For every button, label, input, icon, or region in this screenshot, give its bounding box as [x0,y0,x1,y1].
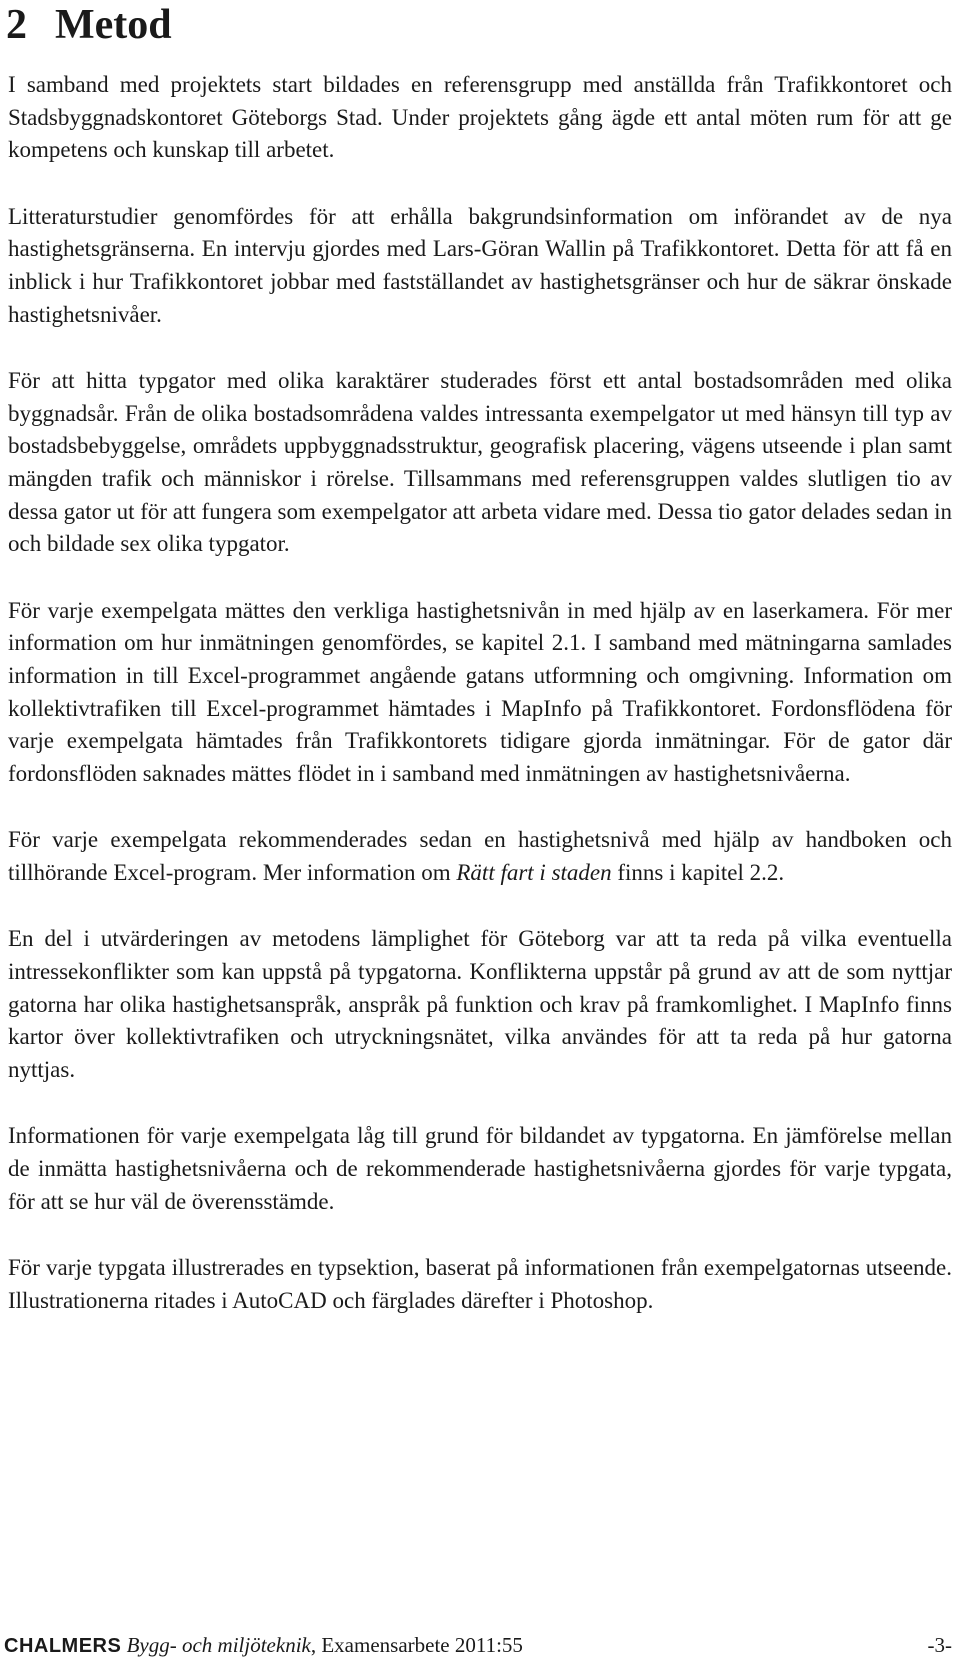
paragraph-speed-measurement: För varje exempelgata mättes den verkliga hastighetsnivån in med hjälp av en laserkamera. För mer information om hur inmätningen genomfördes, se kapitel 2.1. I samband med mätningarna samlades information in till Excel-programmet angående gatans utformning och omgivning. Information om kollektivtrafiken till Excel-programmet hämtades i MapInfo på Trafikkontoret. Fordonsflödena för varje exempelgata hämtades från Trafikkontorets tidigare gjorda inmätningar. För de gator där fordonsflöden saknades mättes flödet in i samband med inmätningen av hastighetsnivåerna. [8,597,952,786]
paragraph-comparison: Informationen för varje exempelgata låg till grund för bildandet av typgatorna. En jämförelse mellan de inmätta hastighetsnivåerna och de rekommenderade hastighetsnivåerna gjordes för varje typgata, för att se hur väl de överensstämde. [8,1123,952,1214]
paragraph-speed-recommendation-end: finns i kapitel 2.2. [611,859,785,885]
paragraph-reference-group: I samband med projektets start bildades en referensgrupp med anställda från Trafikkontoret och Stadsbyggnadskontoret Göteborgs Stad. Under projektets gång ägde ett antal möten rum för att ge kompetens och kunskap till arbetet. [8,72,952,163]
handbook-title: Rätt fart i staden [456,859,612,885]
footer-brand: CHALMERS [4,1635,122,1657]
paragraph-speed-recommendation-text: För varje exempelgata rekommenderades sedan en hastighetsnivå med hjälp av handboken och tillhörande Excel-program. Mer information om [8,827,952,885]
body-text [8,69,952,1351]
page-footer [4,1631,952,1659]
footer-department: Bygg- och miljöteknik [126,1633,311,1657]
chapter-title: Metod [55,2,172,48]
chapter-heading [6,0,172,50]
paragraph-speed-recommendation [8,824,952,889]
footer-report: , Examensarbete 2011:55 [310,1633,523,1657]
paragraph-street-selection: För att hitta typgator med olika karaktärer studerades först ett antal bostadsområden med olika byggnadsår. Från de olika bostadsområdena valdes intressanta exempelgator ut med hänsyn till typ av bostadsbebyggelse, områdets uppbyggnadsstruktur, geografisk placering, vägens utseende i plan samt mängden trafik och människor i rörelse. Tillsammans med referensgruppen valdes slutligen tio av dessa gator ut för att fungera som exempelgator att arbeta vidare med. Dessa tio gator delades sedan in och bildade sex olika typgator. [8,368,952,557]
chapter-number: 2 [6,2,27,48]
paragraph-illustrations: För varje typgata illustrerades en typsektion, baserat på informationen från exempelgatornas utseende. Illustrationerna ritades i AutoCAD och färglades därefter i Photoshop. [8,1255,952,1313]
paragraph-literature-studies: Litteraturstudier genomfördes för att erhålla bakgrundsinformation om införandet av de nya hastighetsgränserna. En intervju gjordes med Lars-Göran Wallin på Trafikkontoret. Detta för att få en inblick i hur Trafikkontoret jobbar med fastställandet av hastighetsgränser och hur de säkrar önskade hastighetsnivåer. [8,203,952,327]
paragraph-conflicts: En del i utvärderingen av metodens lämplighet för Göteborg var att ta reda på vilka eventuella intressekonflikter som kan uppstå på typgatorna. Konflikterna uppstår på grund av att de som nyttjar gatorna har olika hastighetsanspråk, anspråk på funktion och krav på framkomlighet. I MapInfo finns kartor över kollektivtrafiken och utryckningsnätet, vilka användes för att ta reda på hur gatorna nyttjas. [8,926,952,1082]
page-number: -3- [927,1633,952,1657]
